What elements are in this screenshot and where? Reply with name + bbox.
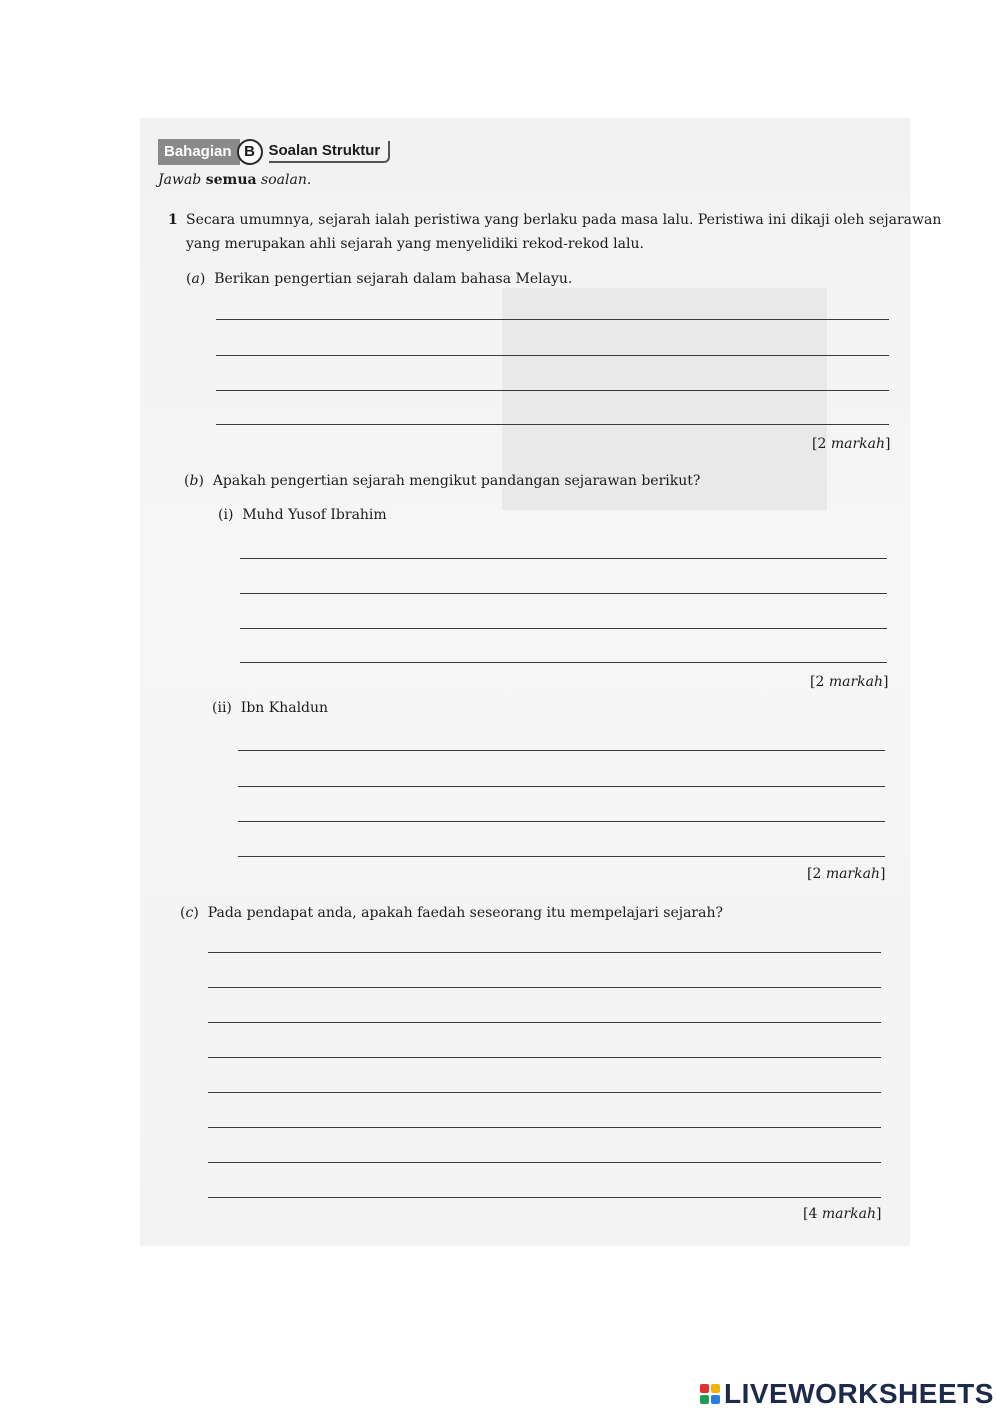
instruction-bold: semua [205, 172, 257, 188]
part-b-text: Apakah pengertian sejarah mengikut pandangan sejarawan berikut? [212, 473, 701, 489]
part-c: (c) Pada pendapat anda, apakah faedah seseorang itu mempelajari sejarah? [180, 905, 723, 921]
answer-line-c-4[interactable] [208, 1057, 881, 1058]
section-header [158, 139, 390, 165]
part-b-i [218, 507, 387, 523]
part-b-i-text: Muhd Yusof Ibrahim [242, 507, 387, 523]
marks-a: [2 markah] [812, 436, 891, 452]
answer-line-a-4[interactable] [216, 424, 889, 425]
liveworksheets-logo [700, 1377, 994, 1411]
part-c-letter: c [185, 905, 194, 921]
answer-line-c-2[interactable] [208, 987, 881, 988]
marks-b-i-value: 2 [815, 674, 825, 690]
part-a-text: Berikan pengertian sejarah dalam bahasa Melayu. [214, 271, 573, 287]
instruction [158, 172, 311, 188]
part-b-ii-label: (ii) [212, 700, 232, 716]
part-b: (b) Apakah pengertian sejarah mengikut pandangan sejarawan berikut? [184, 473, 701, 489]
answer-line-b-i-2[interactable] [240, 593, 887, 594]
answer-line-c-6[interactable] [208, 1127, 881, 1128]
part-b-i-label: (i) [218, 507, 234, 523]
marks-b-ii-word: markah [825, 866, 881, 882]
logo-grid-icon [700, 1384, 720, 1404]
section-label: Bahagian [158, 139, 240, 165]
answer-line-a-3[interactable] [216, 390, 889, 391]
answer-line-b-i-3[interactable] [240, 628, 887, 629]
instruction-italic: Jawab [158, 172, 202, 188]
part-c-text: Pada pendapat anda, apakah faedah seseorang itu mempelajari sejarah? [207, 905, 723, 921]
part-b-ii-text: Ibn Khaldun [240, 700, 329, 716]
worksheet-page [140, 118, 910, 1246]
answer-line-b-ii-3[interactable] [238, 821, 885, 822]
marks-a-value: 2 [817, 436, 827, 452]
marks-b-ii: [2 markah] [807, 866, 886, 882]
marks-c-word: markah [821, 1206, 877, 1222]
answer-line-c-3[interactable] [208, 1022, 881, 1023]
section-letter: B [237, 139, 263, 165]
answer-line-b-ii-2[interactable] [238, 786, 885, 787]
answer-line-c-5[interactable] [208, 1092, 881, 1093]
marks-b-ii-value: 2 [812, 866, 822, 882]
logo-text: LIVEWORKSHEETS [724, 1378, 994, 1409]
part-a: (a) Berikan pengertian sejarah dalam bahasa Melayu. [186, 271, 573, 287]
marks-c: [4 markah] [803, 1206, 882, 1222]
answer-line-a-1[interactable] [216, 319, 889, 320]
part-a-letter: a [191, 271, 200, 287]
answer-line-c-1[interactable] [208, 952, 881, 953]
answer-line-b-ii-4[interactable] [238, 856, 885, 857]
question-stem-line-1: Secara umumnya, sejarah ialah peristiwa yang berlaku pada masa lalu. Peristiwa ini dikaji oleh sejarawan [186, 212, 942, 228]
answer-line-b-ii-1[interactable] [238, 750, 885, 751]
section-title: Soalan Struktur [269, 141, 391, 163]
answer-line-c-8[interactable] [208, 1197, 881, 1198]
marks-b-i-word: markah [828, 674, 884, 690]
part-b-ii [212, 700, 328, 716]
answer-line-b-i-1[interactable] [240, 558, 887, 559]
part-b-letter: b [189, 473, 199, 489]
answer-line-c-7[interactable] [208, 1162, 881, 1163]
marks-c-value: 4 [808, 1206, 818, 1222]
marks-a-word: markah [830, 436, 886, 452]
answer-line-b-i-4[interactable] [240, 662, 887, 663]
instruction-tail: soalan. [261, 172, 312, 188]
question-number: 1 [168, 212, 178, 228]
answer-line-a-2[interactable] [216, 355, 889, 356]
marks-b-i: [2 markah] [810, 674, 889, 690]
question-stem-line-2: yang merupakan ahli sejarah yang menyelidiki rekod-rekod lalu. [186, 236, 644, 252]
